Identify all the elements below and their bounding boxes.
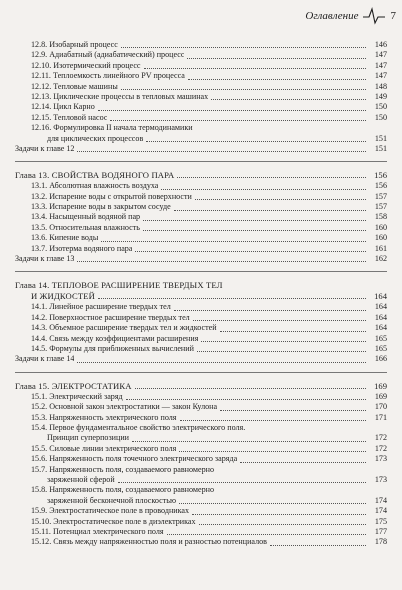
entry-page: 156	[374, 181, 387, 191]
toc-entry[interactable]: 13.4. Насыщенный водяной пар 158	[31, 212, 387, 222]
toc-entry[interactable]: 13.6. Кипение воды 160	[31, 233, 387, 243]
toc-entry[interactable]: 14.3. Объемное расширение твердых тел и жидкостей 164	[31, 323, 387, 333]
toc-entry[interactable]: 13.5. Относительная влажность 160	[31, 222, 387, 232]
entry-page: 178	[374, 537, 387, 547]
toc-entry[interactable]: 13.1. Абсолютная влажность воздуха 156	[31, 181, 387, 191]
entry-page: 160	[374, 222, 387, 232]
entry-page: 164	[374, 312, 387, 322]
toc-entry[interactable]: 15.8. Напряженность поля, создаваемого равномерно заряженной бесконечной плоскостью 174	[31, 485, 387, 505]
divider	[15, 271, 387, 272]
page-number: 7	[390, 10, 396, 22]
entry-page: 149	[374, 91, 387, 101]
entry-page: 161	[374, 243, 387, 253]
entry-page: 172	[374, 443, 387, 453]
entry-page: 169	[374, 391, 387, 401]
entry-page: 177	[374, 526, 387, 536]
entry-page: 173	[374, 474, 387, 484]
entry-page: 175	[374, 516, 387, 526]
entry-page: 150	[374, 112, 387, 122]
toc-entry[interactable]: 15.4. Первое фундаментальное свойство электрического поля. Принцип суперпозиции 172	[31, 422, 387, 443]
toc-entry[interactable]: 15.1. Электрический заряд 169	[31, 391, 387, 401]
entry-page: 166	[374, 354, 387, 364]
toc-entry[interactable]: 12.11. Теплоемкость линейного PV процесса 147	[31, 71, 387, 81]
entry-page: 174	[374, 495, 387, 505]
toc-entry[interactable]: 15.6. Напряженность поля точечного электрического заряда 173	[31, 454, 387, 464]
entry-page: 157	[374, 191, 387, 201]
chapter-heading-14[interactable]: Глава 14. ТЕПЛОВОЕ РАСШИРЕНИЕ ТВЕРДЫХ ТЕЛ И ЖИДКОСТЕЙ 164	[15, 280, 387, 302]
entry-page: 158	[374, 212, 387, 222]
entry-page: 165	[374, 333, 387, 343]
toc-entry[interactable]: 15.12. Связь между напряженностью поля и разностью потенциалов 178	[31, 537, 387, 547]
chapter-heading-15[interactable]: Глава 15. ЭЛЕКТРОСТАТИКА 169	[15, 380, 387, 391]
toc-entry[interactable]: 12.15. Тепловой насос 150	[31, 112, 387, 122]
entry-page: 147	[374, 50, 387, 60]
toc-entry[interactable]: 12.13. Циклические процессы в тепловых машинах 149	[31, 91, 387, 101]
toc-entry[interactable]: 12.16. Формулировка II начала термодинамики для циклических процессов 151	[31, 123, 387, 143]
toc-entry[interactable]: 13.3. Испарение воды в закрытом сосуде 157	[31, 202, 387, 212]
toc-entry[interactable]: 14.5. Формулы для приближенных вычислений 165	[31, 344, 387, 353]
toc-entry[interactable]: 14.2. Поверхностное расширение твердых тел 164	[31, 312, 387, 322]
entry-page: 164	[374, 302, 387, 312]
toc-entry[interactable]: 14.1. Линейное расширение твердых тел 164	[31, 302, 387, 312]
entry-page: 147	[374, 60, 387, 70]
toc-tasks-entry[interactable]: Задачи к главе 12 151	[15, 143, 387, 153]
entry-page: 160	[374, 233, 387, 243]
entry-page: 151	[374, 133, 387, 143]
entry-page: 146	[374, 39, 387, 49]
entry-page: 150	[374, 102, 387, 112]
toc-entry[interactable]: 12.10. Изотермический процесс 147	[31, 60, 387, 70]
entry-page: 174	[374, 506, 387, 516]
entry-page: 173	[374, 454, 387, 464]
chapter-12-section-list	[15, 40, 387, 154]
toc-tasks-entry[interactable]: Задачи к главе 14 166	[15, 354, 387, 364]
toc-entry[interactable]: 15.9. Электростатическое поле в проводниках 174	[31, 506, 387, 516]
entry-page: 170	[374, 402, 387, 412]
entry-page: 151	[374, 143, 387, 153]
table-of-contents	[15, 40, 387, 548]
toc-entry[interactable]: 15.11. Потенциал электрического поля 177	[31, 526, 387, 536]
toc-entry[interactable]: 14.4. Связь между коэффициентами расширения 165	[31, 333, 387, 343]
toc-entry[interactable]: 13.7. Изотерма водяного пара 161	[31, 243, 387, 253]
toc-entry[interactable]: 15.7. Напряженность поля, создаваемого равномерно заряженной сферой 173	[31, 464, 387, 484]
entry-page: 162	[374, 254, 387, 264]
divider	[15, 161, 387, 162]
entry-page: 165	[374, 344, 387, 353]
page-header	[305, 6, 396, 26]
toc-entry[interactable]: 12.8. Изобарный процесс 146	[31, 39, 387, 49]
chapter-13-section-list	[15, 181, 387, 264]
toc-entry[interactable]: 15.3. Напряженность электрического поля 171	[31, 412, 387, 422]
entry-page: 156	[374, 170, 387, 181]
toc-entry[interactable]: 15.5. Силовые линии электрического поля 172	[31, 443, 387, 453]
entry-page: 172	[374, 433, 387, 443]
toc-tasks-entry[interactable]: Задачи к главе 13 162	[15, 254, 387, 264]
entry-page: 164	[374, 291, 387, 302]
toc-entry[interactable]: 15.2. Основной закон электростатики — закон Кулона 170	[31, 402, 387, 412]
toc-entry[interactable]: 12.9. Адиабатный (адиабатический) процесс 147	[31, 50, 387, 60]
entry-page: 148	[374, 81, 387, 91]
toc-entry[interactable]: 15.10. Электростатическое поле в диэлектриках 175	[31, 516, 387, 526]
toc-entry[interactable]: 12.12. Тепловые машины 148	[31, 81, 387, 91]
toc-entry[interactable]: 12.14. Цикл Карно 150	[31, 102, 387, 112]
chapter-15-section-list	[15, 392, 387, 548]
entry-page: 157	[374, 202, 387, 212]
divider	[15, 372, 387, 373]
toc-entry[interactable]: 13.2. Испарение воды с открытой поверхности 157	[31, 191, 387, 201]
pulse-line-icon	[363, 7, 385, 25]
chapter-heading-13[interactable]: Глава 13. СВОЙСТВА ВОДЯНОГО ПАРА 156	[15, 170, 387, 181]
header-title: Оглавление	[305, 10, 359, 22]
entry-page: 164	[374, 323, 387, 333]
entry-page: 171	[374, 412, 387, 422]
entry-page: 169	[374, 380, 387, 391]
entry-page: 147	[374, 71, 387, 81]
chapter-14-section-list	[15, 302, 387, 364]
